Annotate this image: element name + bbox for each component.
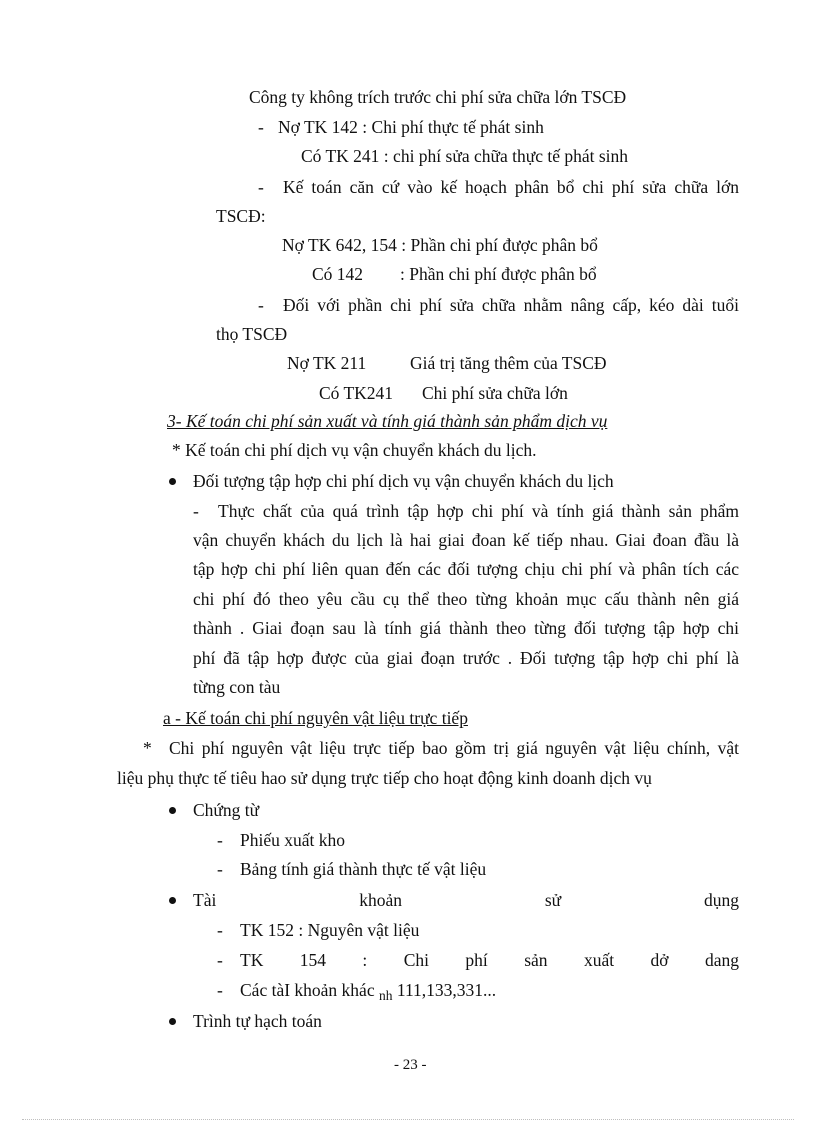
- page-number: - 23 -: [394, 1057, 427, 1073]
- section-heading: 3- Kế toán chi phí sản xuất và tính giá thành sản phẩm dịch vụ: [167, 411, 608, 431]
- text-line: từng con tàu: [193, 677, 281, 697]
- dash-marker: -: [217, 950, 223, 970]
- dash-marker: -: [217, 920, 223, 940]
- text-line: Có TK241: [319, 383, 394, 403]
- text-line: Kế toán căn cứ vào kế hoạch phân bổ chi phí sửa chữa lớn: [283, 177, 739, 197]
- dash-marker: -: [193, 501, 199, 521]
- text-segment: Các tàI khoản khác: [240, 980, 375, 1000]
- text-line: Đối với phần chi phí sửa chữa nhằm nâng cấp, kéo dài tuổi: [283, 295, 739, 315]
- bullet-icon: [169, 478, 176, 485]
- text-line: Nợ TK 211: [287, 353, 367, 373]
- section-heading: a - Kế toán chi phí nguyên vật liệu trực tiếp: [163, 708, 468, 728]
- star-marker: *: [143, 738, 152, 758]
- text-line: TK 154 : Chi phí sản xuất dở dang: [240, 950, 739, 970]
- text-line: tập hợp chi phí liên quan đến các đối tượng chịu chi phí và phân tích các: [193, 559, 739, 579]
- text-line: Nợ TK 642, 154 : Phần chi phí được phân bổ: [282, 235, 598, 255]
- bullet-icon: [169, 897, 176, 904]
- text-line: Có TK 241 : chi phí sửa chữa thực tế phát sinh: [301, 146, 629, 166]
- text-line: liệu phụ thực tế tiêu hao sử dụng trực tiếp cho hoạt động kinh doanh dịch vụ: [117, 768, 652, 788]
- dash-marker: -: [217, 859, 223, 879]
- text-line: Thực chất của quá trình tập hợp chi phí và tính giá thành sản phẩm: [218, 501, 739, 521]
- text-line: [240, 979, 496, 1003]
- text-line: Giá trị tăng thêm của TSCĐ: [410, 353, 607, 373]
- text-line: Chứng từ: [193, 800, 260, 820]
- text-line: * Kế toán chi phí dịch vụ vận chuyển khách du lịch.: [172, 440, 537, 460]
- bullet-icon: [169, 1018, 176, 1025]
- text-line: Có 142: [312, 264, 364, 284]
- dash-marker: -: [258, 117, 264, 137]
- text-line: Đối tượng tập hợp chi phí dịch vụ vận chuyển khách du lịch: [193, 471, 614, 491]
- page-border: [22, 1119, 794, 1120]
- dash-marker: -: [217, 830, 223, 850]
- text-line: TK 152 : Nguyên vật liệu: [240, 920, 420, 940]
- bullet-icon: [169, 807, 176, 814]
- text-line: TSCĐ:: [216, 206, 266, 226]
- text-line: phí đã tập hợp được của giai đoạn trước . Đối tượng tập hợp chi phí là: [193, 648, 739, 668]
- dash-marker: -: [258, 177, 264, 197]
- text-line: chi phí đó theo yêu cầu cụ thể theo từng khoản mục cấu thành nên giá: [193, 589, 739, 609]
- text-line: Chi phí nguyên vật liệu trực tiếp bao gồm trị giá nguyên vật liệu chính, vật: [169, 738, 739, 758]
- dash-marker: -: [258, 295, 264, 315]
- text-line: Công ty không trích trước chi phí sửa chữa lớn TSCĐ: [249, 87, 627, 107]
- text-line: Bảng tính giá thành thực tế vật liệu: [240, 859, 487, 879]
- text-line: Phiếu xuất kho: [240, 830, 345, 850]
- text-line: Trình tự hạch toán: [193, 1011, 322, 1031]
- text-line: Nợ TK 142 : Chi phí thực tế phát sinh: [278, 117, 544, 137]
- text-line: Chi phí sửa chữa lớn: [422, 383, 568, 403]
- dash-marker: -: [217, 980, 223, 1000]
- text-line: vận chuyển khách du lịch là hai giai đoan kế tiếp nhau. Giai đoan đầu là: [193, 530, 739, 550]
- text-segment: nh: [378, 988, 393, 1003]
- text-line: : Phần chi phí được phân bổ: [400, 264, 597, 284]
- text-line: Tài khoản sử dụng: [193, 890, 739, 910]
- text-line: thọ TSCĐ: [216, 324, 288, 344]
- text-segment: 111,133,331...: [396, 980, 497, 1000]
- text-line: thành . Giai đoạn sau là tính giá thành theo từng đối tượng tập hợp chi: [193, 618, 739, 638]
